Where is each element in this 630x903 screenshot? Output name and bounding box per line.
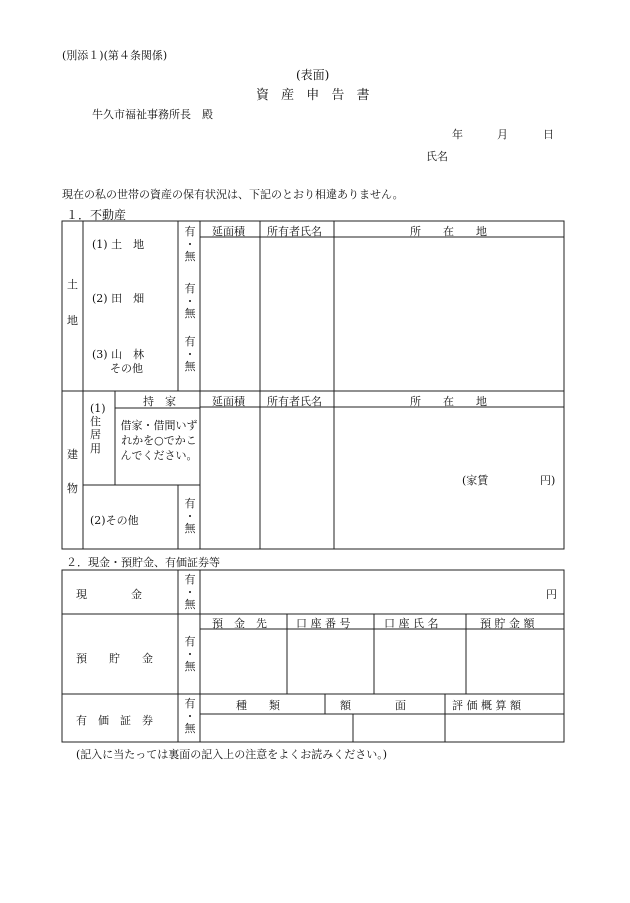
no-mark: 無	[184, 250, 196, 264]
separator-mark: ・	[184, 294, 196, 308]
yes-mark: 有	[184, 635, 196, 648]
section1-heading: １．不動産	[66, 208, 127, 222]
savings-col-bank: 預 金 先	[212, 617, 267, 630]
yes-mark: 有	[184, 497, 196, 510]
land-item-2-label: (2) 田 畑	[92, 292, 145, 305]
land-col-owner: 所有者氏名	[267, 225, 322, 238]
addressee: 牛久市福祉事務所長 殿	[92, 108, 213, 121]
securities-label: 有 価 証 券	[76, 714, 153, 727]
land-col-location: 所 在 地	[410, 225, 487, 238]
residence-label: (1)住居用	[90, 402, 106, 455]
separator-mark: ・	[184, 709, 196, 723]
building-other-label: (2)その他	[90, 514, 139, 527]
date-month-label: 月	[497, 128, 508, 141]
name-label: 氏名	[426, 150, 448, 163]
land-item-1-yesno[interactable]	[183, 226, 197, 264]
declaration-text: 現在の私の世帯の資産の保有状況は、下記のとおり相違ありません。	[62, 188, 404, 201]
building-col-area: 延面積	[212, 395, 245, 408]
cash-label: 現 金	[76, 588, 142, 601]
rental-note: 借家・借間いずれかを○でかこんでください。	[120, 419, 198, 462]
securities-col-face-value: 額 面	[340, 699, 406, 712]
no-mark: 無	[184, 522, 196, 536]
no-mark: 無	[184, 722, 196, 736]
land-label-top: 土	[67, 278, 78, 291]
footer-note: (記入に当たっては裏面の記入上の注意をよくお読みください。)	[76, 748, 388, 761]
building-col-location: 所 在 地	[410, 395, 487, 408]
land-item-2-yesno[interactable]	[183, 283, 197, 321]
no-mark: 無	[184, 307, 196, 321]
date-year-label: 年	[452, 128, 463, 141]
side-label: (表面)	[296, 68, 330, 82]
savings-col-account-number: 口 座 番 号	[296, 617, 351, 630]
separator-mark: ・	[184, 509, 196, 523]
separator-mark: ・	[184, 237, 196, 251]
building-label-bottom: 物	[67, 482, 78, 495]
separator-mark: ・	[184, 585, 196, 599]
date-day-label: 日	[543, 128, 554, 141]
building-label-top: 建	[67, 448, 78, 461]
land-item-1-label: (1) 土 地	[92, 238, 145, 251]
attachment-label: (別添１)(第４条関係)	[62, 49, 168, 62]
land-item-3-label2: その他	[110, 362, 143, 375]
no-mark: 無	[184, 360, 196, 374]
land-col-area: 延面積	[212, 225, 245, 238]
building-col-owner: 所有者氏名	[267, 395, 322, 408]
yes-mark: 有	[184, 335, 196, 348]
cash-yesno[interactable]	[183, 574, 197, 612]
section2-heading: ２．現金・預貯金、有価証券等	[66, 556, 220, 569]
cash-yen-label: 円	[546, 588, 557, 601]
yes-mark: 有	[184, 573, 196, 586]
land-item-3-label: (3) 山 林	[92, 348, 145, 361]
land-item-3-yesno[interactable]	[183, 336, 197, 374]
savings-yesno[interactable]	[183, 636, 197, 674]
no-mark: 無	[184, 660, 196, 674]
separator-mark: ・	[184, 347, 196, 361]
land-label-bottom: 地	[67, 314, 78, 327]
building-other-yesno[interactable]	[183, 498, 197, 536]
rent-yen-label: 円)	[540, 474, 556, 487]
rent-label: (家賃	[462, 474, 489, 487]
owned-house-label[interactable]: 持 家	[143, 395, 176, 408]
yes-mark: 有	[184, 225, 196, 238]
savings-col-amount: 預 貯 金 額	[480, 617, 535, 630]
yes-mark: 有	[184, 697, 196, 710]
securities-col-type: 種 類	[236, 699, 280, 712]
securities-col-estimate: 評 価 概 算 額	[452, 699, 521, 712]
yes-mark: 有	[184, 282, 196, 295]
savings-col-account-name: 口 座 氏 名	[384, 617, 439, 630]
no-mark: 無	[184, 598, 196, 612]
securities-yesno[interactable]	[183, 698, 197, 736]
page-title: 資 産 申 告 書	[256, 88, 374, 103]
separator-mark: ・	[184, 647, 196, 661]
savings-label: 預 貯 金	[76, 652, 153, 665]
